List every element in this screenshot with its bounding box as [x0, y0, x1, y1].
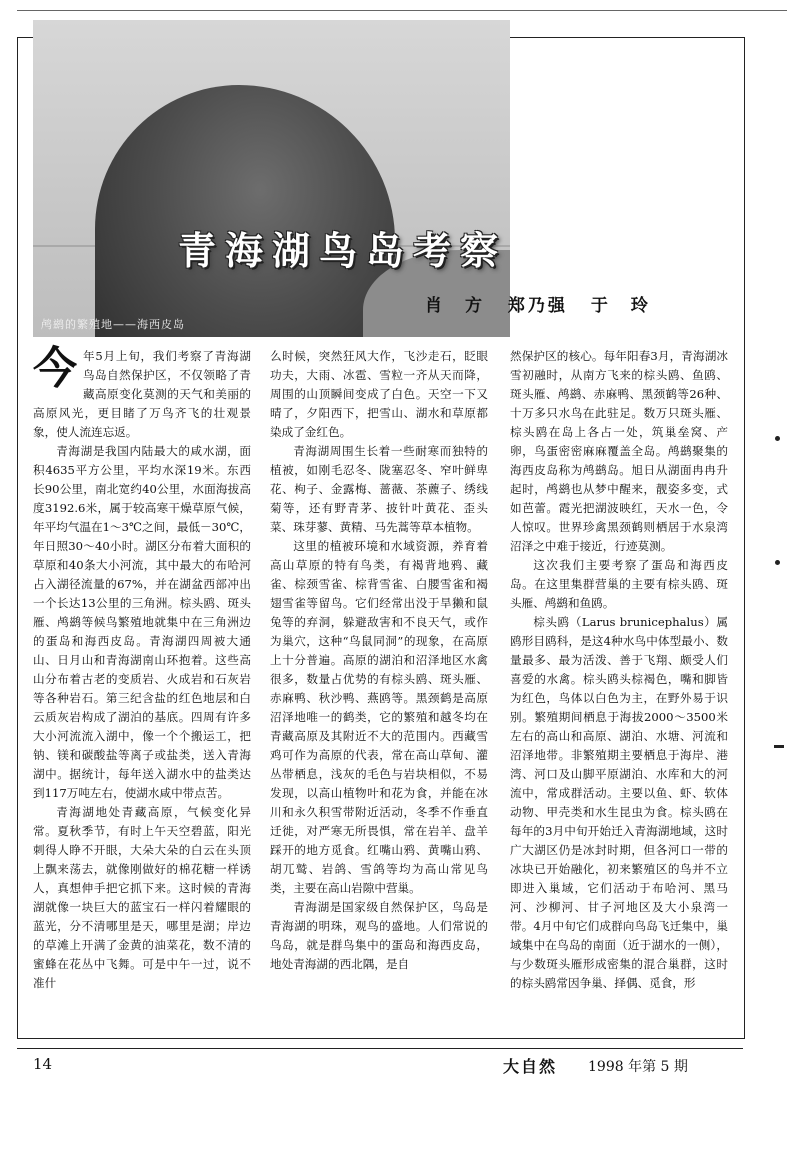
author-name: 于 玲 [590, 296, 651, 316]
magazine-name: 大自然 [503, 1057, 558, 1076]
page-number: 14 [33, 1055, 53, 1073]
island-photo [33, 20, 510, 337]
author-list [425, 291, 665, 316]
paragraph: 么时候，突然狂风大作，飞沙走石，眨眼功夫，大雨、冰雹、雪粒一齐从天而降，周围的山顶瞬间变成了白色。天空一下又晴了，夕阳西下，把雪山、湖水和草原都染成了金红色。 [270, 349, 488, 439]
drop-cap: 今 [33, 343, 77, 394]
paragraph: 青海湖是我国内陆最大的咸水湖，面积4635平方公里，平均水深19米。东西长90公里，南北宽约40公里，水面海拔高度3192.6米，属于较高寒干燥草原气候，年平均气温在1～3℃之间，最低－30℃，年日照30～40小时。湖区分布着大面积的草原和40条大小河流，其中最大的布哈河占入湖径流量的67%，并在湖盆西部冲出一个长达13公里的三角洲。棕头鸥、斑头雁、鸬鹚等候鸟繁殖地就集中在三角洲边的蛋岛和海西皮岛。青海湖四周被大通山、日月山和青海湖南山环抱着。这些高山分布着古老的变质岩、火成岩和石灰岩等各种岩石。第三纪含盐的红色地层和白云质灰岩构成了湖泊的基底。四周有许多大小河流流入湖中，像一个个搬运工，把钠、镁和碳酸盐等离子或盐类，送入青海湖中。据统计，每年送入湖水中的盐类达到117万吨左右，使湖水咸中带点苦。 [33, 444, 251, 800]
issue-label: 1998 年第 5 期 [588, 1059, 688, 1075]
paragraph: 青海湖周围生长着一些耐寒而独特的植被，如刚毛忍冬、陇塞忍冬、窄叶鲜卑花、枸子、金露梅、蔷薇、茶藨子、绣线菊等，还有野青茅、披针叶黄花、歪头菜、珠芽蓼、黄精、马先蒿等草本植物。 [270, 444, 488, 534]
photo-caption: 鸬鹚的繁殖地——海西皮岛 [41, 318, 185, 331]
text-column-1 [33, 343, 251, 993]
paragraph: 今年5月上旬，我们考察了青海湖鸟岛自然保护区，不仅领略了青藏高原变化莫测的天气和美丽的高原风光，更目睹了万鸟齐飞的壮观景象，使人流连忘返。 [33, 343, 251, 439]
rock-island [95, 85, 395, 337]
paragraph: 这次我们主要考察了蛋岛和海西皮岛。在这里集群营巢的主要有棕头鸥、斑头雁、鸬鹚和鱼鸥。 [510, 558, 728, 610]
paragraph: 棕头鸥（Larus brunicephalus）属鸥形目鸥科，是这4种水鸟中体型最小、数量最多、最为活泼、善于飞翔、颇受人们喜爱的水禽。棕头鸥头棕褐色，嘴和脚皆为红色，鸟体以白色为主，在野外易于识别。繁殖期间栖息于海拔2000～3500米左右的高山和高原、湖泊、水塘、河流和沼泽地带。非繁殖期主要栖息于海岸、港湾、河口及山脚平原湖泊、水库和大的河流中，常成群活动。主要以鱼、虾、软体动物、甲壳类和水生昆虫为食。棕头鸥在每年的3月中旬开始迁入青海湖地域，这时广大湖区仍是冰封时期，但各河口一带的冰块已开始融化，初来繁殖区的鸟并不立即进入巢域，它们活动于布哈河、黑马河、沙柳河、甘子河地区及大小泉湾一带。4月中旬它们成群向鸟岛飞迁集中，巢域集中在鸟岛的南面（近于湖水的一侧），与少数斑头雁形成密集的混合巢群，这时的棕头鸥常因争巢、择偶、觅食，形 [510, 615, 728, 990]
scan-mark [775, 560, 780, 565]
footer-rule [17, 1048, 743, 1049]
author-name: 肖 方 [425, 296, 485, 316]
paragraph: 青海湖是国家级自然保护区，鸟岛是青海湖的明珠，观鸟的盛地。人们常说的鸟岛，就是群鸟集中的蛋岛和海西皮岛，地处青海湖的西北隅，是自 [270, 900, 488, 971]
paragraph: 这里的植被环境和水域资源，养育着高山草原的特有鸟类，有褐背地鸦、藏雀、棕颈雪雀、棕背雪雀、白腰雪雀和褐翅雪雀等留鸟。它们经常出没于旱獭和鼠兔等的弃洞，躲避敌害和不良天气，或作为巢穴，这种“鸟鼠同洞”的现象，在高原上十分普遍。高原的湖泊和沼泽地区水禽很多，数量占优势的有棕头鸥、斑头雁、赤麻鸭、秋沙鸭、燕鸥等。黑颈鹤是高原沼泽地唯一的鹤类，它的繁殖和越冬均在青藏高原及其附近不大的范围内。西藏雪鸡可作为高原的代表，常在高山草甸、灌丛带栖息，浅灰的毛色与岩块相似，不易发现，以高山植物叶和花为食，并能在冰川和永久积雪带附近活动，冬季不作垂直迁徙，对严寒无所畏惧，常在岩羊、盘羊踩开的地方觅食。红嘴山鸦、黄嘴山鸦、胡兀鹫、岩鸽、雪鸽等均为高山常见鸟类，主要在高山岩隙中营巢。 [270, 539, 488, 895]
paragraph: 青海湖地处青藏高原，气候变化异常。夏秋季节，有时上午天空碧蓝，阳光刺得人睁不开眼，大朵大朵的白云在头顶上飘来荡去，就像刚做好的棉花糖一样诱人，真想伸手把它抓下来。这时候的青海湖就像一块巨大的蓝宝石一样闪着耀眼的蓝光，分不清哪里是天，哪里是湖；岸边的草滩上开满了金黄的油菜花，数不清的蜜蜂在花丛中飞舞。可是中午一过，说不准什 [33, 805, 251, 990]
paragraph: 然保护区的核心。每年阳春3月，青海湖冰雪初融时，从南方飞来的棕头鸥、鱼鸥、斑头雁、鸬鹚、赤麻鸭、黑颈鹤等26种、十万多只水鸟在此驻足。数万只斑头雁、棕头鸥在岛上各占一处，筑巢垒窝、产卵，鸟蛋密密麻麻覆盖全岛。鸬鹚聚集的海西皮岛称为鸬鹚岛。旭日从湖面冉冉升起时，鸬鹚也从梦中醒来，靓姿多变，式如芭蕾。霞光把湖波映红，天水一色，令人惊叹。世界珍禽黑颈鹤则栖居于水泉湾沼泽之中难于接近，行迹莫测。 [510, 349, 728, 553]
text-column-3 [510, 347, 728, 993]
top-rule [17, 10, 787, 11]
scan-mark [774, 745, 784, 748]
text-column-2 [270, 347, 488, 974]
article-title: 青海湖鸟岛考察 [178, 229, 508, 273]
scan-mark [775, 436, 780, 441]
author-name: 郑乃强 [507, 296, 568, 316]
